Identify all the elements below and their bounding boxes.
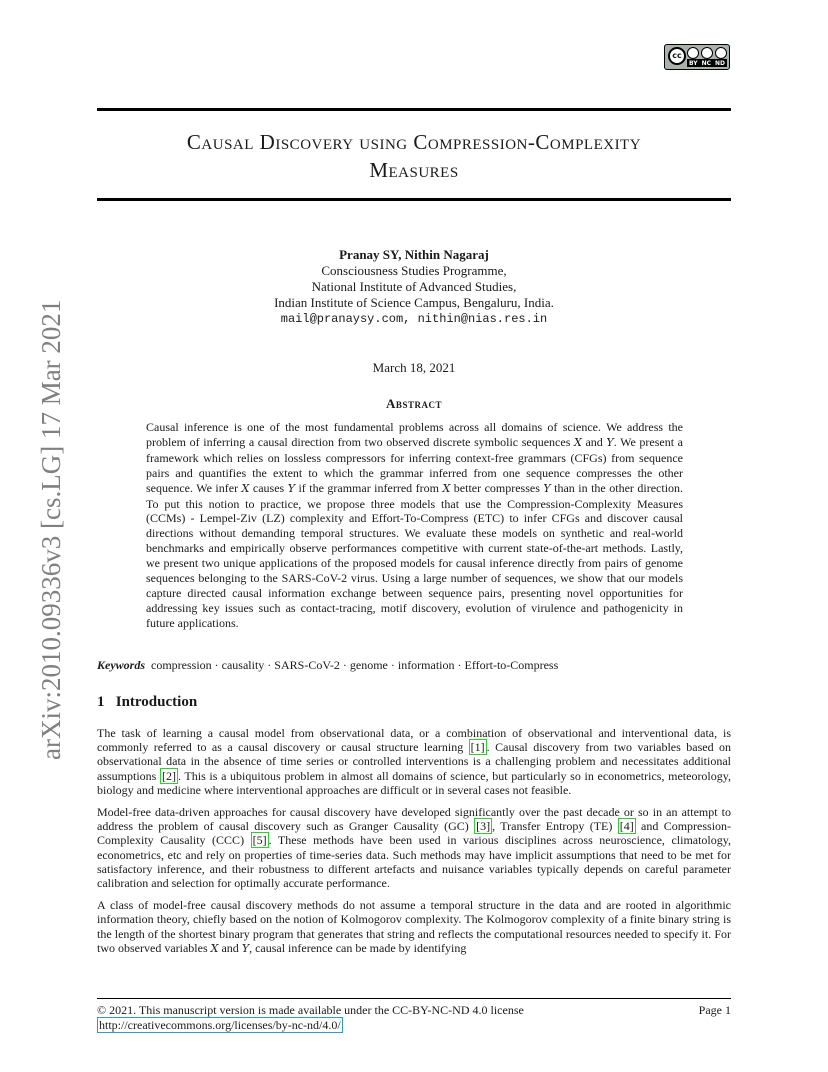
author-names: Pranay SY, Nithin Nagaraj	[339, 247, 489, 262]
title-rule-top	[97, 108, 731, 111]
title-rule-bottom	[97, 198, 731, 201]
affiliation-line: National Institute of Advanced Studies,	[311, 279, 517, 294]
footer-rule	[97, 998, 731, 999]
paper-date: March 18, 2021	[372, 360, 456, 375]
citation-link[interactable]: [3]	[476, 819, 491, 834]
citation-link[interactable]: [5]	[252, 833, 267, 848]
nc-icon	[701, 47, 713, 59]
citation-link[interactable]: [2]	[162, 768, 176, 783]
nd-icon	[715, 47, 727, 59]
paragraph: A class of model-free causal discovery methods do not assume a temporal structure in the data and are rooted in algorithmic information theory, chiefly based on the notion of Kolmogorov complexity. The Kolmogorov complexity of a finite binary string is the length of the shortest binary program that generates that string and reflects the computational resources needed to specify it. For two observed variables X and Y, causal inference can be made by identifying	[97, 898, 731, 955]
paragraph: The task of learning a causal model from observational data, or a combination of observational and interventional data, is commonly referred to as a causal discovery or causal structure learning [1] . Causal discovery from two variables based on observational data in the absence of time series or controlled interventions is a challenging problem and necessitates additional assumptions [2] . This is a ubiquitous problem in almost all domains of science, but particularly so in econometrics, meteorology, biology and medicine where interventional approaches are difficult or in several cases not feasible.	[97, 726, 732, 797]
section-heading: 1 Introduction	[97, 694, 198, 710]
cc-logo: cc	[668, 47, 686, 65]
by-icon	[687, 47, 699, 59]
affiliation-line: Consciousness Studies Programme,	[321, 263, 507, 278]
paper-title: Causal Discovery using Compression-Complexity Measures	[186, 130, 642, 182]
abstract-text: Causal inference is one of the most fundamental problems across all domains of science. We address the problem of inferring a causal direction from two observed discrete symbolic sequences X and Y. We present a framework which relies on lossless compressors for inferring context-free grammars (CFGs) from sequence pairs and quantifies the extent to which the grammar inferred from one sequence compresses the other sequence. We infer X causes Y if the grammar inferred from X better compresses Y than in the other direction. To put this notion to practice, we propose three models that use the Compression-Complexity Measures (CCMs) - Lempel-Ziv (LZ) complexity and Effort-To-Compress (ETC) to infer CFGs and discover causal directions without demanding temporal structures. We evaluate these models on synthetic and real-world benchmarks and empirically observe performances competitive with current state-of-the-art methods. Lastly, we present two unique applications of the proposed models for causal inference directly from pairs of genome sequences belonging to the SARS-CoV-2 virus. Using a large number of sequences, we show that our models capture directed causal information exchange between sequence pairs, presenting novel opportunities for addressing key issues such as contact-tracing, motif discovery, evolution of virulence and pathogenicity in future applications.	[146, 420, 684, 630]
arxiv-sidebar-stamp: arXiv:2010.09336v3 [cs.LG] 17 Mar 2021	[36, 299, 66, 760]
license-url-link[interactable]: http://creativecommons.org/licenses/by-nc-nd/4.0/	[99, 1018, 341, 1032]
license-parts: BY NC ND	[688, 59, 725, 67]
footer	[97, 1003, 731, 1033]
citation-link[interactable]: [1]	[470, 740, 485, 755]
abstract-heading: Abstract	[386, 396, 442, 411]
page-number: Page 1	[698, 1003, 731, 1017]
license-note: © 2021. This manuscript version is made available under the CC-BY-NC-ND 4.0 license	[97, 1003, 524, 1017]
cc-license-badge	[664, 44, 730, 70]
affiliation-line: Indian Institute of Science Campus, Bengaluru, India.	[274, 295, 554, 310]
author-emails: mail@pranaysy.com, nithin@nias.res.in	[280, 312, 548, 326]
keywords-label: Keywords	[97, 658, 145, 672]
paragraph: Model-free data-driven approaches for causal discovery have developed significantly over the past decade or so in an attempt to address the problem of causal discovery such as Granger Causality (GC) [3] , Transfer Entropy (TE) [4] and Compression-Complexity Causality (CCC) [5] . These methods have been used in various disciplines across neuroscience, climatology, econometrics, etc and rely on properties of time-series data. Such methods may have implicit assumptions that need to be met for satisfactory inference, and their robustness to different artefacts and nuisance variables typically depends on careful parameter calibration and selection for optimally accurate performance.	[97, 805, 732, 891]
keywords	[97, 658, 731, 673]
keywords-list: compression · causality · SARS-CoV-2 · genome · information · Effort-to-Compress	[151, 658, 559, 672]
intro-body	[97, 726, 731, 964]
citation-link[interactable]: [4]	[619, 819, 634, 834]
author-block	[97, 247, 731, 327]
